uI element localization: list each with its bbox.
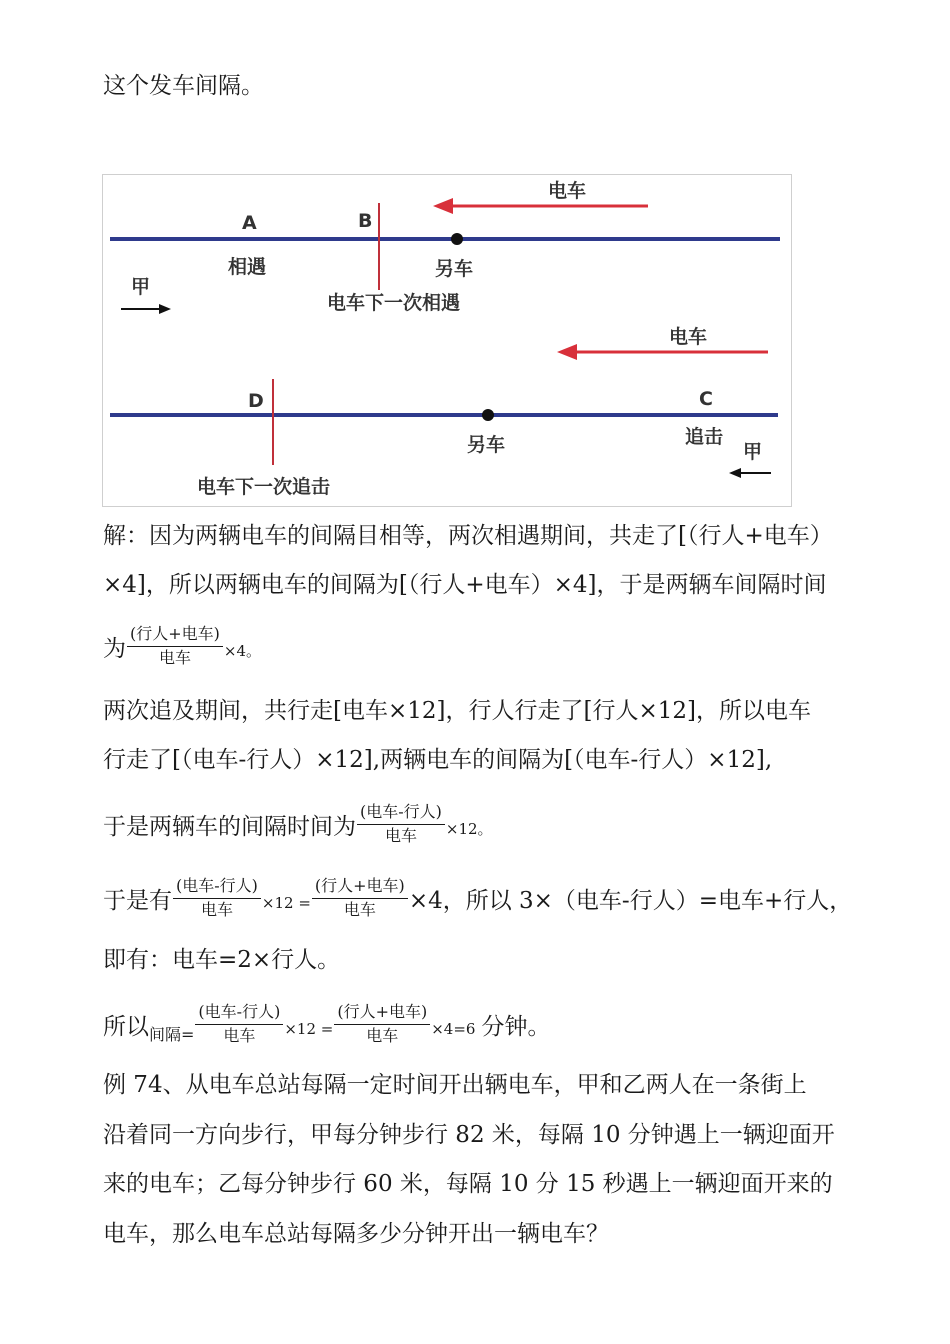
p2-line3-prefix: 于是两辆车的间隔时间为 [103,814,356,840]
intro-line: 这个发车间隔。 [103,73,264,99]
p1-line3-prefix: 为 [103,636,126,662]
p5-prefix: 所以 [103,1014,149,1040]
fraction-3-denominator: 电车 [173,898,261,920]
fraction-5-numerator: (电车-行人) [198,1002,281,1021]
fraction-2-denominator: 电车 [357,824,445,846]
solution-p2-line3 [103,802,493,850]
p3-prefix: 于是有 [103,888,172,914]
bottom-point-c: C [699,388,713,410]
bottom-walker-arrowhead [729,468,741,478]
solution-p2-line2: 行走了[（电车-行人）×12],两辆电车的间隔为[（电车-行人）×12], [103,747,773,773]
fraction-3 [173,876,261,920]
top-point-b: B [358,210,373,232]
example-line4: 电车，那么电车总站每隔多少分钟开出一辆电车？ [103,1221,609,1247]
fraction-4 [312,876,408,920]
fraction-4-numerator: (行人+电车) [314,876,405,895]
diagram-svg [103,175,791,506]
fraction-6-denominator: 电车 [334,1024,430,1046]
p5-middle: ×12 = [284,1020,334,1038]
fraction-6-numerator: (行人+电车) [337,1002,428,1021]
example-line2: 沿着同一方向步行，甲每分钟步行 82 米，每隔 10 分钟遇上一辆迎面开 [103,1122,835,1148]
fraction-5 [195,1002,283,1046]
p5-suffix: 分钟。 [481,1014,551,1040]
solution-p1-line2: ×4]，所以两辆电车的间隔为[（行人+电车）×4]，于是两辆车间隔时间 [103,572,827,598]
p5-middle2: ×4=6 [431,1020,476,1038]
top-other-car-label: 另车 [435,258,474,280]
top-walker-arrowhead [159,304,171,314]
bottom-other-car-label: 另车 [467,434,506,456]
top-next-meet-label: 电车下一次相遇 [327,292,461,314]
top-point-a: A [242,212,257,234]
example-line3: 来的电车；乙每分钟步行 60 米，每隔 10 分 15 秒遇上一辆迎面开来的 [103,1171,833,1197]
bottom-walker-label: 甲 [743,441,763,463]
p3-middle: ×12 = [261,894,311,912]
fraction-4-denominator: 电车 [312,898,408,920]
top-tram-label: 电车 [548,180,587,202]
bottom-point-d: D [248,390,264,412]
fraction-1-denominator: 电车 [127,646,223,668]
solution-p2-line1: 两次追及期间，共行走[电车×12]，行人行走了[行人×12]，所以电车 [103,698,811,724]
fraction-1 [127,624,223,668]
top-other-car-dot [451,233,463,245]
solution-p1-line3 [103,624,262,672]
p2-line3-suffix: ×12。 [445,820,493,838]
solution-p4-line: 即有：电车=2×行人。 [103,947,341,973]
p1-line3-suffix: ×4。 [223,642,262,660]
p3-suffix: ×4，所以 3×（电车-行人）=电车+行人， [408,888,853,914]
solution-p3-line [103,876,853,924]
fraction-3-numerator: (电车-行人) [176,876,258,895]
bottom-chase-label: 追击 [685,426,724,448]
top-meet-label: 相遇 [228,256,267,278]
top-walker-label: 甲 [131,276,151,298]
solution-p1-line1: 解：因为两辆电车的间隔目相等，两次相遇期间，共走了[（行人+电车） [103,523,833,549]
bottom-other-car-dot [482,409,494,421]
fraction-5-denominator: 电车 [195,1024,283,1046]
top-tram-arrowhead [433,198,453,214]
fraction-2-numerator: (电车-行人) [360,802,442,821]
fraction-6 [334,1002,430,1046]
p5-subscript: 间隔= [149,1025,195,1044]
bottom-next-chase-label: 电车下一次追击 [197,476,331,498]
bottom-tram-arrowhead [557,344,577,360]
bottom-tram-label: 电车 [669,326,708,348]
fraction-1-numerator: (行人+电车) [130,624,220,643]
tram-diagram [102,174,792,507]
solution-p5-line [103,1002,551,1050]
fraction-2 [357,802,445,846]
example-line1: 例 74、从电车总站每隔一定时间开出辆电车，甲和乙两人在一条街上 [103,1072,807,1098]
